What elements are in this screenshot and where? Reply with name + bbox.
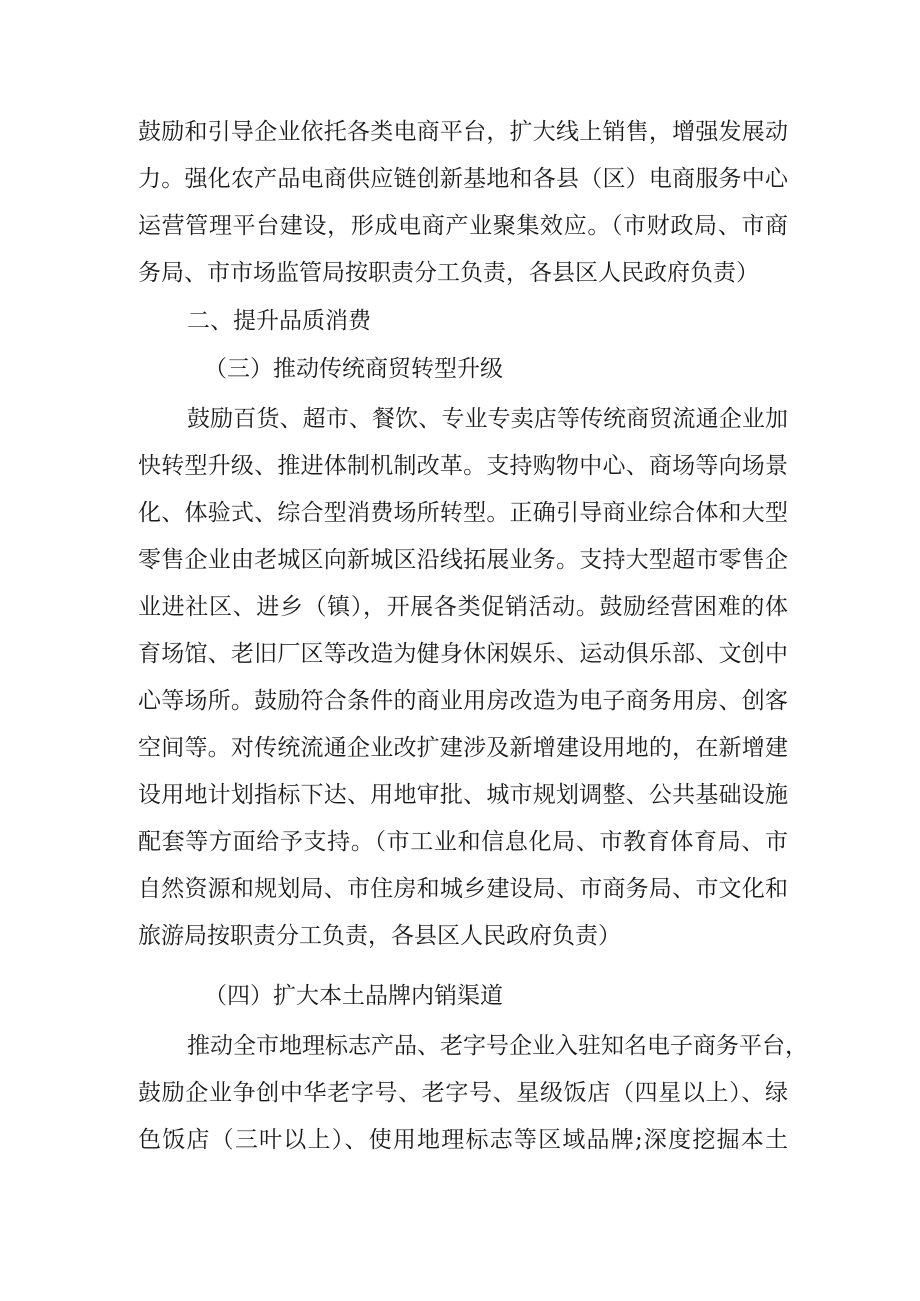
para1-line-4: 务局、市市场监管局按职责分工负责，各县区人民政府负责）: [138, 260, 759, 286]
para3-line-7: 心等场所。鼓励符合条件的商业用房改造为电子商务用房、创客: [138, 688, 788, 714]
para3-line-8: 空间等。对传统流通企业改扩建涉及新增建设用地的，在新增建: [138, 735, 788, 761]
para3-line-4: 零售企业由老城区向新城区沿线拓展业务。支持大型超市零售企: [138, 547, 788, 573]
para4-line-1: 推动全市地理标志产品、老字号企业入驻知名电子商务平台，: [187, 1033, 808, 1059]
para3-line-11: 自然资源和规划局、市住房和城乡建设局、市商务局、市文化和: [138, 876, 788, 902]
para3-line-5: 业进社区、进乡（镇），开展各类促销活动。鼓励经营困难的体: [138, 594, 788, 620]
para1-line-3: 运营管理平台建设，形成电商产业聚集效应。（市财政局、市商: [138, 213, 788, 239]
para3-line-6: 育场馆、老旧厂区等改造为健身休闲娱乐、运动俱乐部、文创中: [138, 641, 788, 667]
para3-line-3: 化、体验式、综合型消费场所转型。正确引导商业综合体和大型: [138, 500, 788, 526]
subsection-4-title: （四）扩大本土品牌内销渠道: [204, 983, 503, 1009]
subsection-3-title: （三）推动传统商贸转型升级: [204, 356, 503, 382]
section-2-title: 二、提升品质消费: [187, 308, 371, 334]
para3-line-9: 设用地计划指标下达、用地审批、城市规划调整、公共基础设施: [138, 782, 788, 808]
para3-line-2: 快转型升级、推进体制机制改革。支持购物中心、商场等向场景: [138, 453, 788, 479]
para3-line-1: 鼓励百货、超市、餐饮、专业专卖店等传统商贸流通企业加: [187, 406, 788, 432]
para3-line-12: 旅游局按职责分工负责，各县区人民政府负责）: [138, 923, 621, 949]
para4-line-2: 鼓励企业争创中华老字号、老字号、星级饭店（四星以上）、绿: [138, 1080, 788, 1106]
para4-line-3: 色饭店（三叶以上）、使用地理标志等区域品牌;深度挖掘本土: [138, 1127, 788, 1153]
para1-line-2: 力。强化农产品电商供应链创新基地和各县（区）电商服务中心: [138, 166, 788, 192]
para1-line-1: 鼓励和引导企业依托各类电商平台，扩大线上销售，增强发展动: [138, 119, 788, 145]
para3-line-10: 配套等方面给予支持。（市工业和信息化局、市教育体育局、市: [138, 829, 788, 855]
